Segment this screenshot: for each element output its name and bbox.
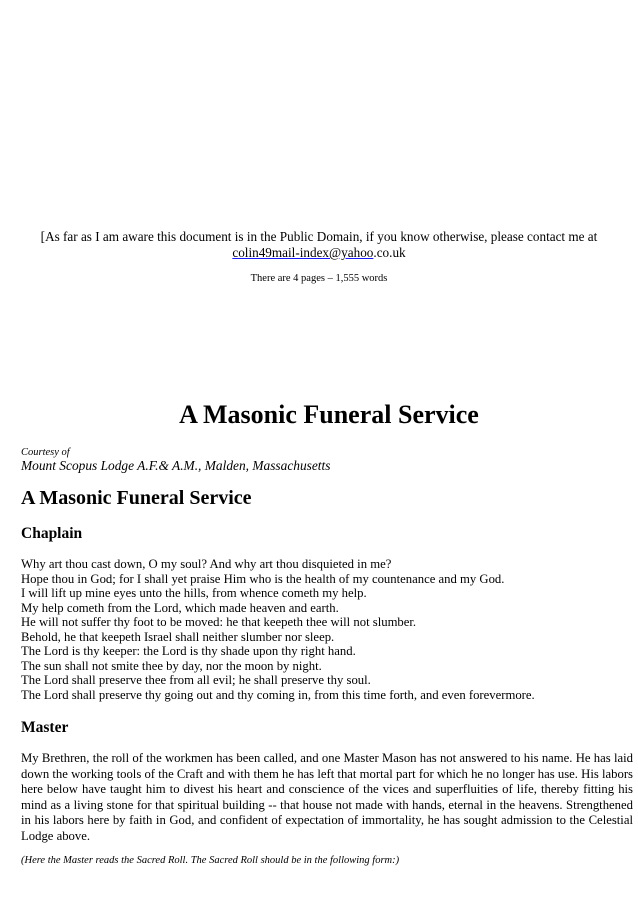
sacred-roll-note: (Here the Master reads the Sacred Roll. The Sacred Roll should be in the following form:) xyxy=(21,855,400,866)
verse-line: Why art thou cast down, O my soul? And why art thou disquieted in me? xyxy=(21,557,392,571)
email-link[interactable]: colin49mail-index@yahoo xyxy=(232,245,374,260)
courtesy-label: Courtesy of xyxy=(21,447,70,458)
verse-line: The Lord shall preserve thee from all evil; he shall preserve thy soul. xyxy=(21,673,371,687)
chaplain-heading: Chaplain xyxy=(21,525,83,542)
master-paragraph: My Brethren, the roll of the workmen has been called, and one Master Mason has not answered to his name. He has laid down the working tools of the Craft and with them he has left that mortal part for which he no longer has use. His labors here below have taught him to divest his heart and conscience of the vices and superfluities of life, thereby fitting his mind as a living stone for that spiritual building -- that house not made with hands, eternal in the heavens. Strengthened in his labors here by faith in God, and confident of expectation of immortality, he has sought admission to the Celestial Lodge above. xyxy=(21,751,633,843)
verse-line: The sun shall not smite thee by day, nor the moon by night. xyxy=(21,658,322,673)
verse-line: I will lift up mine eyes unto the hills, from whence cometh my help. xyxy=(21,586,367,600)
verse-line: Hope thou in God; for I shall yet praise Him who is the health of my countenance and my God. xyxy=(21,571,505,586)
section-title: A Masonic Funeral Service xyxy=(21,487,252,509)
lodge-name: Mount Scopus Lodge A.F.& A.M., Malden, Massachusetts xyxy=(21,458,331,473)
master-heading: Master xyxy=(21,719,69,736)
page-count-info: There are 4 pages – 1,555 words xyxy=(250,273,388,284)
contact-email xyxy=(0,245,638,261)
document-title: A Masonic Funeral Service xyxy=(179,400,479,429)
chaplain-verses xyxy=(21,557,535,702)
verse-line: Behold, he that keepeth Israel shall neither slumber nor sleep. xyxy=(21,629,335,644)
email-suffix: .co.uk xyxy=(373,245,406,260)
verse-line: The Lord is thy keeper: the Lord is thy shade upon thy right hand. xyxy=(21,644,356,658)
verse-line: The Lord shall preserve thy going out and thy coming in, from this time forth, and even forevermore. xyxy=(21,687,535,702)
notice-text: [As far as I am aware this document is in the Public Domain, if you know otherwise, please contact me at xyxy=(40,229,598,244)
verse-line: My help cometh from the Lord, which made heaven and earth. xyxy=(21,600,339,615)
verse-line: He will not suffer thy foot to be moved: he that keepeth thee will not slumber. xyxy=(21,615,417,629)
public-domain-notice xyxy=(0,229,638,261)
